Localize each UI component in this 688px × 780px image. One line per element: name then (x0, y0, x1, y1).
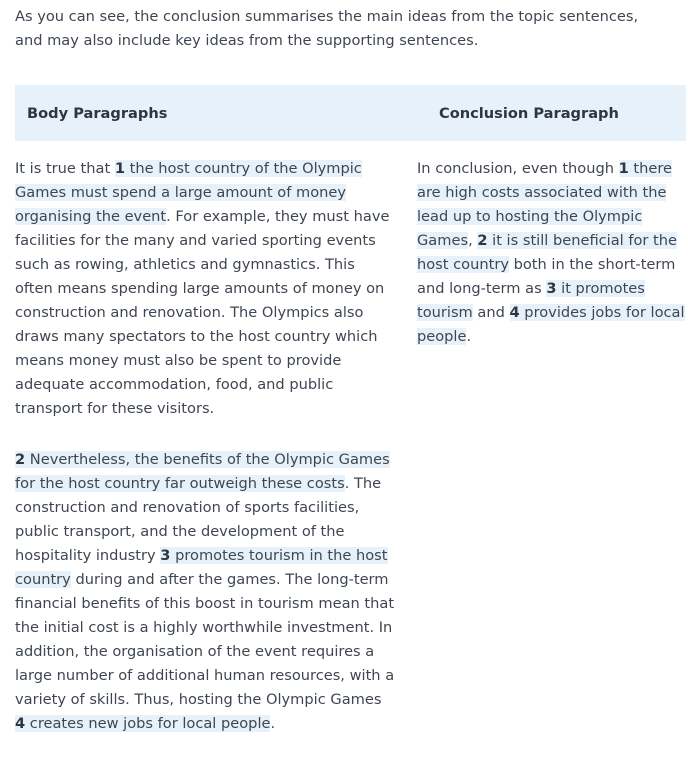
highlight-text: it is still beneficial for the host country (417, 232, 678, 273)
table-row (15, 141, 686, 763)
text-segment: . (270, 715, 276, 732)
text-segment: In conclusion, even though (417, 160, 619, 177)
highlight-text: the host country of the Olympic Games must spend a large amount of money organising the event (15, 160, 362, 225)
text-segment: It is true that (15, 160, 115, 177)
highlight-text: promotes tourism in the host country (15, 547, 388, 588)
text-segment: both in the short-term and long-term as (417, 256, 676, 297)
intro-line-2: and may also include key ideas from the supporting sentences. (15, 32, 479, 49)
highlight-text: Nevertheless, the benefits of the Olympic Games for the host country far outweigh these costs (15, 451, 390, 492)
table-header-row (15, 85, 686, 141)
highlight-topic-4 (15, 715, 270, 732)
marker-number: 3 (546, 280, 557, 297)
highlight-text: provides jobs for local people (417, 304, 685, 345)
body-paragraph-1 (15, 157, 395, 421)
text-segment: . (466, 328, 472, 345)
conclusion-paragraph-cell (417, 141, 686, 763)
body-paragraphs-cell (15, 141, 417, 763)
marker-number: 1 (114, 160, 125, 177)
text-segment: . The construction and renovation of sports facilities, public transport, and the development of the hospitality industry (15, 475, 382, 564)
highlight-text: creates new jobs for local people (25, 715, 271, 732)
marker-number: 3 (160, 547, 171, 564)
conclusion-paragraph (417, 157, 686, 349)
marker-number: 4 (509, 304, 520, 321)
header-body-paragraphs: Body Paragraphs (15, 85, 417, 141)
highlight-text: there are high costs associated with the lead up to hosting the Olympic Games (417, 160, 673, 249)
marker-number: 1 (618, 160, 629, 177)
marker-number: 2 (477, 232, 488, 249)
text-segment: and (472, 304, 510, 321)
highlight-text: it promotes tourism (417, 280, 645, 321)
text-segment: . For example, they must have facilities for the many and varied sporting events such as rowing, athletics and gymnastics. This often means spending large amounts of money on construction and renovation. The Olympics also draws many spectators to the host country which means money must also be spent to provide adequate accommodation, food, and public transport for these visitors. (15, 208, 390, 417)
intro-text (15, 5, 675, 53)
text-segment: during and after the games. The long-term financial benefits of this boost in tourism mean that the initial cost is a highly worthwhile investment. In addition, the organisation of the event requires a large number of additional human resources, with a variety of skills. Thus, hosting the Olympic Games (15, 571, 395, 708)
marker-number: 2 (15, 451, 26, 468)
comparison-table (15, 85, 686, 763)
header-conclusion-paragraph: Conclusion Paragraph (417, 85, 686, 141)
highlight-topic-2 (15, 451, 390, 492)
marker-number: 4 (15, 715, 26, 732)
intro-line-1: As you can see, the conclusion summarises the main ideas from the topic sentences, (15, 8, 639, 25)
text-segment: , (468, 232, 478, 249)
body-paragraph-2 (15, 448, 395, 736)
